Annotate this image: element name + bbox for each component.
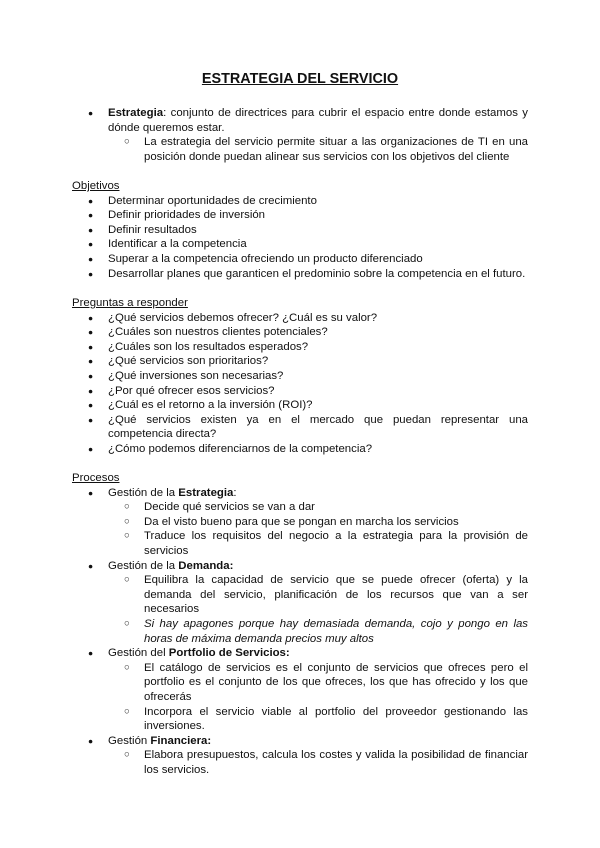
page-title: ESTRATEGIA DEL SERVICIO bbox=[201, 71, 399, 87]
intro-section bbox=[72, 106, 528, 164]
list-item-gestion-financiera bbox=[72, 734, 528, 778]
list-item: ● Determinar oportunidades de crecimiento bbox=[72, 194, 528, 209]
term-bold: Estrategia bbox=[108, 107, 164, 119]
list-item bbox=[72, 106, 528, 164]
list-item-gestion-estrategia bbox=[72, 486, 528, 559]
item-prefix: Gestión de la bbox=[108, 559, 179, 572]
list-item: ● Desarrollar planes que garanticen el predominio sobre la competencia en el futuro. bbox=[72, 267, 528, 282]
preguntas-section bbox=[72, 296, 528, 457]
sub-list-item: ○ Decide qué servicios se van a dar bbox=[108, 500, 528, 515]
item-prefix: Gestión de la bbox=[108, 486, 179, 499]
list-item: ● ¿Cuáles son los resultados esperados? bbox=[72, 340, 528, 355]
list-item: ● Superar a la competencia ofreciendo un producto diferenciado bbox=[72, 252, 528, 267]
item-bold: Portfolio de Servicios: bbox=[168, 647, 290, 660]
section-heading: Preguntas a responder bbox=[72, 297, 188, 309]
list-item: ● Definir resultados bbox=[72, 223, 528, 238]
sub-list-item: ○ La estrategia del servicio permite situar a las organizaciones de TI en una posición donde puedan alinear sus servicios con los objetivos del cliente bbox=[108, 135, 528, 164]
objetivos-section bbox=[72, 179, 528, 281]
sub-list-item: ○ Da el visto bueno para que se pongan en marcha los servicios bbox=[108, 515, 528, 530]
sub-list-item: ○ Incorpora el servicio viable al portfolio del proveedor gestionando las inversiones. bbox=[108, 705, 528, 734]
sub-list-item-italic: ○ Si hay apagones porque hay demasiada demanda, cojo y pongo en las horas de máxima demanda precios muy altos bbox=[108, 617, 528, 646]
list-item: ● ¿Cuál es el retorno a la inversión (ROI)? bbox=[72, 398, 528, 413]
list-item: ● Definir prioridades de inversión bbox=[72, 208, 528, 223]
list-item: ● ¿Qué servicios debemos ofrecer? ¿Cuál es su valor? bbox=[72, 311, 528, 326]
list-item: ● ¿Qué servicios son prioritarios? bbox=[72, 354, 528, 369]
list-item-gestion-portfolio bbox=[72, 646, 528, 734]
procesos-section bbox=[72, 471, 528, 777]
sub-list-item: ○ Elabora presupuestos, calcula los costes y valida la posibilidad de financiar los servicios. bbox=[108, 748, 528, 777]
item-suffix: : bbox=[233, 486, 237, 499]
item-bold: Demanda: bbox=[178, 559, 234, 572]
list-item: ● ¿Cómo podemos diferenciarnos de la competencia? bbox=[72, 442, 528, 457]
definition-text: : conjunto de directrices para cubrir el espacio entre donde estamos y dónde queremos estar. bbox=[108, 107, 528, 134]
sub-list-item: ○ El catálogo de servicios es el conjunto de servicios que ofreces pero el portfolio es el conjunto de los que ofreces, los que has ofrecido y los que ofrecerás bbox=[108, 661, 528, 705]
item-prefix: Gestión del bbox=[108, 647, 169, 660]
section-heading: Procesos bbox=[72, 472, 120, 484]
list-item: ● ¿Qué inversiones son necesarias? bbox=[72, 369, 528, 384]
list-item: ● ¿Cuáles son nuestros clientes potenciales? bbox=[72, 325, 528, 340]
item-bold: Estrategia bbox=[178, 486, 234, 499]
section-heading: Objetivos bbox=[72, 180, 120, 192]
list-item-gestion-demanda bbox=[72, 559, 528, 647]
sub-list-item: ○ Traduce los requisitos del negocio a la estrategia para la provisión de servicios bbox=[108, 529, 528, 558]
list-item: ● ¿Qué servicios existen ya en el mercado que puedan representar una competencia directa? bbox=[72, 413, 528, 442]
item-prefix: Gestión bbox=[108, 734, 151, 747]
item-bold: Financiera: bbox=[150, 734, 212, 747]
list-item: ● ¿Por qué ofrecer esos servicios? bbox=[72, 384, 528, 399]
sub-list-item: ○ Equilibra la capacidad de servicio que se puede ofrecer (oferta) y la demanda del servicio, planificación de los recursos que van a ser necesarios bbox=[108, 573, 528, 617]
list-item: ● Identificar a la competencia bbox=[72, 237, 528, 252]
